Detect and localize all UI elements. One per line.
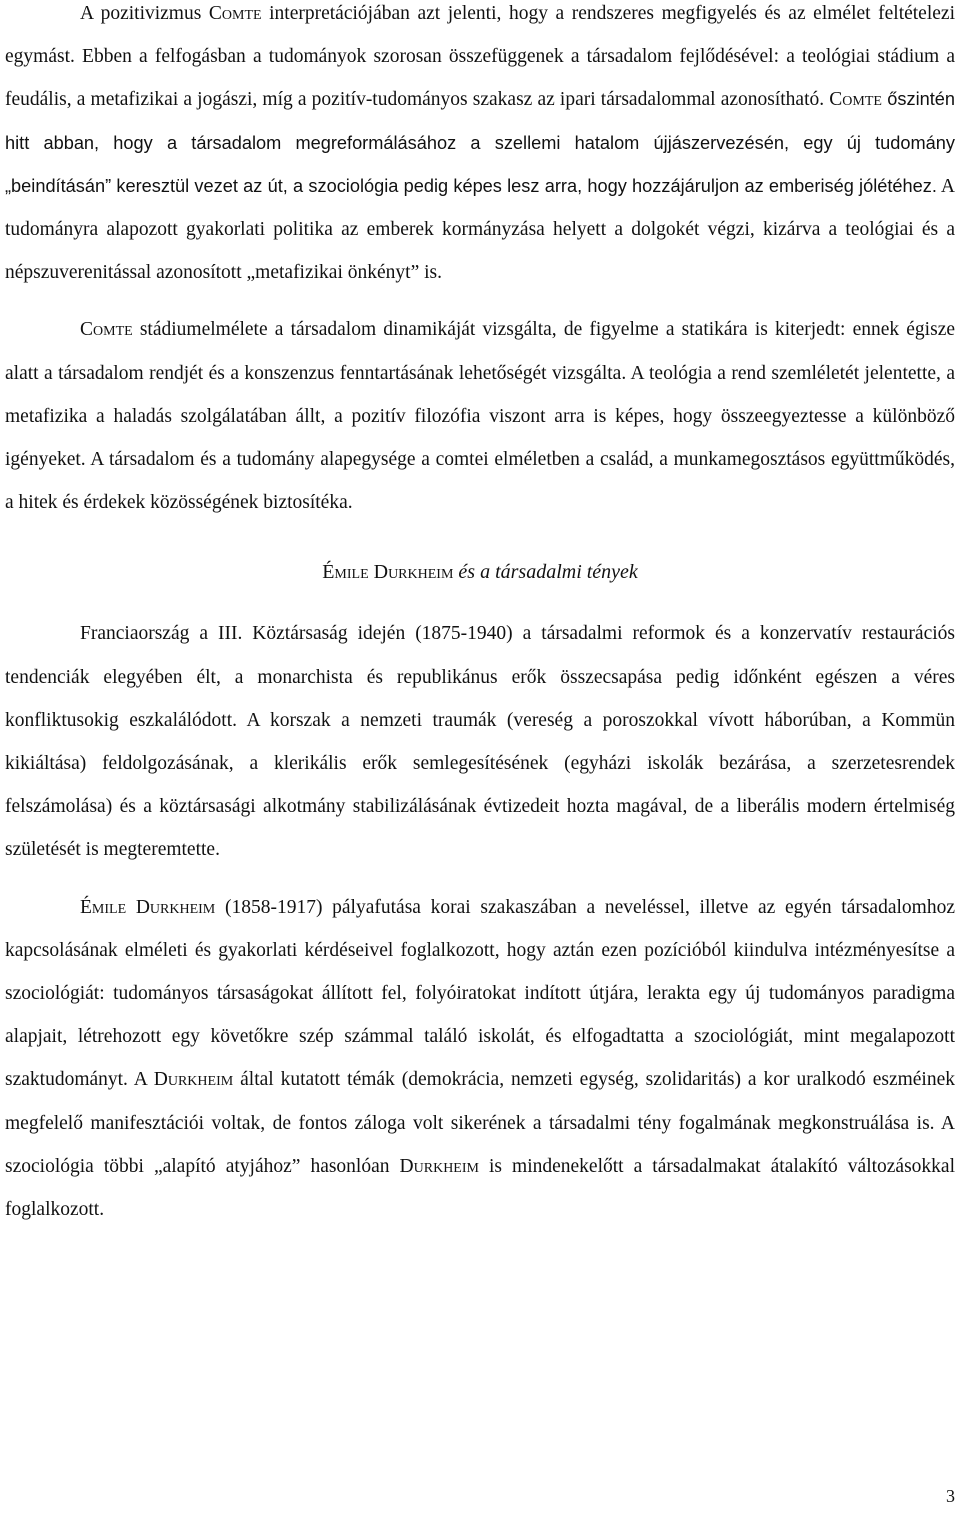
heading-first-name: Émile [322,561,369,584]
text-run: A tudományra alapozott gyakorlati politika az emberek kormányzása helyett a dolgokét végzi, kizárva a teológiai és a népszuverenitással azonosított „metafizikai önkényt” is. [5,175,955,284]
heading-subtitle: és a társadalmi tények [453,561,638,584]
text-run-sans: őszintén hitt abban, hogy a társadalom megreformálásához a szellemi hatalom újjászervezésén, egy új tudomány „beindításán” keresztül vezet az út, a szociológia pedig képes lesz arra, hogy hozzájáruljon az emberiség jólétéhez. [5,89,956,196]
text-run: (1858-1917) pályafutása korai szakaszában a neveléssel, illetve az egyén társadalomhoz kapcsolásának elméleti és gyakorlati kérdéseivel foglalkozott, hogy aztán ezen pozícióból kiindulva intézményesítse a szociológiát: tudományos társaságokat állított fel, folyóiratokat indított útjára, lerakta egy új tudományos paradigma alapjait, létrehozott egy követőkre szép számmal találó iskolát, és elfogadtatta a szociológiát, mint megalapozott szaktudományt. A [5,896,955,1091]
text-run: A pozitivizmus [80,3,209,24]
document-page [5,0,955,1231]
author-name-durkheim: Durkheim [399,1155,479,1177]
text-run: interpretációjában azt jelenti, hogy a rendszeres megfigyelés és az elmélet feltételezi egymást. Ebben a felfogásban a tudományok szorosan összefüggenek a társadalom fejlődésével: a teológiai stádium a feudális, a metafizikai a jogászi, míg a pozitív-tudományos szakasz az ipari társadalommal azonosítható. [5,3,955,111]
author-name-comte: Comte [829,89,882,111]
author-name-comte: Comte [80,319,133,341]
author-name-comte: Comte [208,3,262,24]
heading-last-name: Durkheim [373,561,454,584]
text-run: stádiumelmélete a társadalom dinamikáját vizsgálta, de figyelme a statikára is kiterjedt: ennek égisze alatt a társadalom rendjét és a konszenzus fenntartásának lehetőségét vizsgálta. A teológia a rend szemléletét jelentette, a metafizika a haladás szolgálatában állt, a pozitív filozófia viszont arra is képes, hogy összeegyeztesse a különböző igényeket. A társadalom és a tudomány alapegysége a comtei elméletben a család, a munkamegosztásos együttműködés, a hitek és érdekek közösségének biztosítéka. [5,319,955,514]
author-name-durkheim: Durkheim [153,1069,234,1091]
page-number: 3 [946,1486,955,1506]
author-name-durkheim: Émile Durkheim [80,896,216,918]
paragraph-comte-positivism [5,0,955,294]
paragraph-comte-stages [5,308,955,524]
text-run: is mindenekelőtt a társadalmakat átalakító változásokkal foglalkozott. [5,1155,955,1221]
paragraph-durkheim-career [5,886,955,1232]
text-run: Franciaország a III. Köztársaság idején (1875-1940) a társadalmi reformok és a konzervatív restaurációs tendenciák elegyében élt, a monarchista és republikánus erők összecsapása pedig időnként egészen a véres konfliktusokig eszkalálódott. A korszak a nemzeti traumák (vereség a poroszokkal vívott háborúban, a Kommün kikiáltása) feldolgozásának, a klerikális erők semlegesítésének (egyházi iskolák bezárása, a szerzetesrendek felszámolása) és a köztársasági alkotmány stabilizálásának évtizedeit hozta magával, de a liberális modern értelmiség születését is megteremtette. [5,623,955,861]
text-run: által kutatott témák (demokrácia, nemzeti egység, szolidaritás) a kor uralkodó eszméinek megfelelő manifesztációi voltak, de fontos záloga volt sikerének a társadalmi tény fogalmának megkonstruálása is. A szociológia többi „alapító atyjához” hasonlóan [5,1069,955,1177]
paragraph-third-republic [5,612,955,871]
section-heading [5,552,955,592]
